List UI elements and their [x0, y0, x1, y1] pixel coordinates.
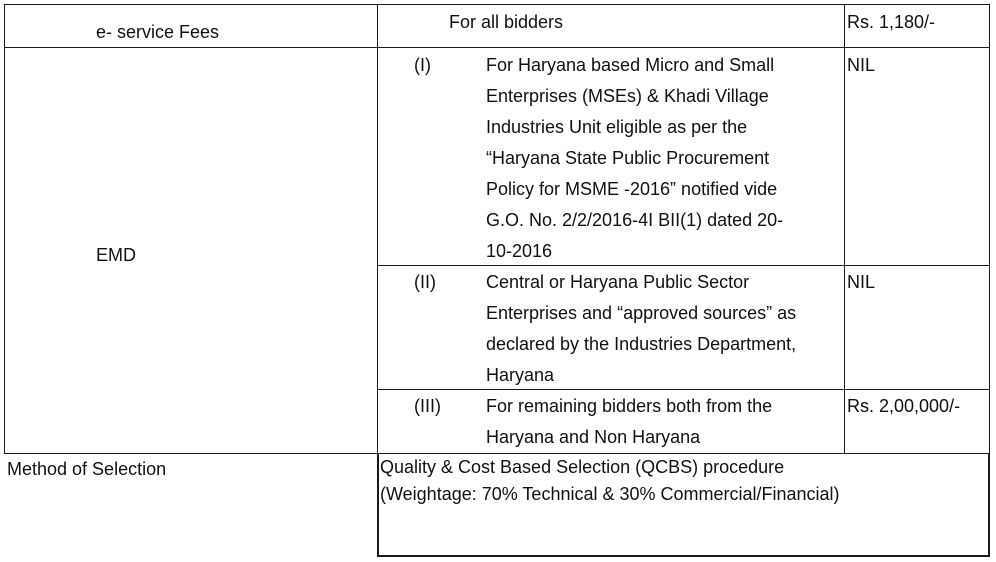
table-border-top [4, 4, 990, 5]
emd-item-3-amount: Rs. 2,00,000/- [847, 396, 961, 416]
emd-item-2-line: Central or Haryana Public Sector [486, 272, 750, 292]
emd-item-1-line: 10-2016 [486, 241, 553, 261]
emd-item-2-line: declared by the Industries Department, [486, 334, 797, 354]
emd-item-1-line: “Haryana State Public Procurement [486, 148, 770, 168]
selection-line: (Weightage: 70% Technical & 30% Commercial/Financial) [380, 484, 840, 504]
table-border-bottom [377, 555, 990, 557]
emd-item-3-number: (III) [414, 396, 441, 416]
emd-item-1-line: For Haryana based Micro and Small [486, 55, 775, 75]
emd-item-1-amount: NIL [847, 55, 876, 75]
emd-item-3-line: Haryana and Non Haryana [486, 427, 701, 447]
selection-line: Quality & Cost Based Selection (QCBS) procedure [380, 457, 785, 477]
emd-item-2-amount: NIL [847, 272, 876, 292]
emd-item-1-number: (I) [414, 55, 431, 75]
column-divider-2 [844, 4, 845, 454]
emd-item-1-text [486, 50, 783, 267]
table-border-right-thick [988, 453, 990, 557]
fees-amount: Rs. 1,180/- [847, 12, 936, 32]
emd-item-2-text [486, 267, 796, 391]
emd-item-2-number: (II) [414, 272, 436, 292]
fees-applicability: For all bidders [449, 12, 564, 32]
emd-label: EMD [96, 245, 136, 265]
emd-item-2-line: Enterprises and “approved sources” as [486, 303, 797, 323]
emd-item-3-text [486, 391, 772, 453]
selection-value [380, 454, 840, 508]
emd-item-3-line: For remaining bidders both from the [486, 396, 773, 416]
emd-item-1-line: Policy for MSME -2016” notified vide [486, 179, 778, 199]
emd-item-1-line: Industries Unit eligible as per the [486, 117, 748, 137]
column-divider-1-thick [377, 453, 379, 557]
selection-label: Method of Selection [7, 459, 167, 479]
emd-item-2-line: Haryana [486, 365, 555, 385]
emd-item-1-line: Enterprises (MSEs) & Khadi Village [486, 86, 769, 106]
table-border-left [4, 4, 5, 454]
emd-item-1-line: G.O. No. 2/2/2016-4I BII(1) dated 20- [486, 210, 784, 230]
fees-label: e- service Fees [96, 22, 220, 42]
